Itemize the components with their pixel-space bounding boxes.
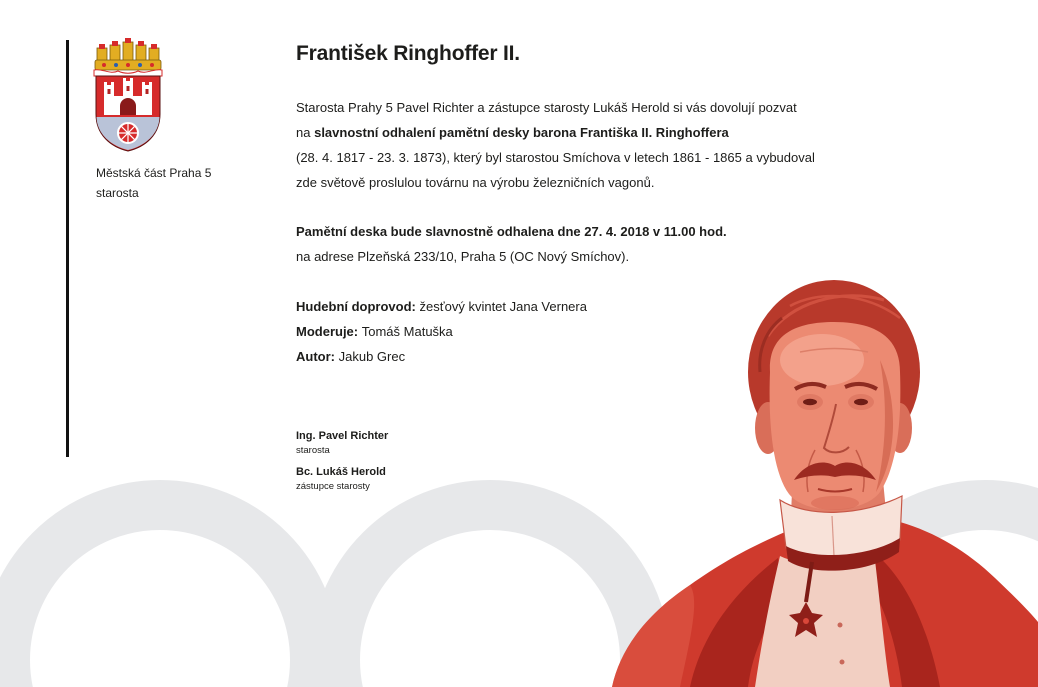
crown-icon <box>95 38 161 70</box>
left-vertical-rule <box>66 40 69 457</box>
background-wave-arc <box>335 505 645 687</box>
event-details <box>296 219 727 269</box>
portrait-button <box>840 660 845 665</box>
signature-name: Bc. Lukáš Herold <box>296 466 386 478</box>
portrait-medal-center <box>803 618 809 624</box>
unveiling-highlight: slavnostní odhalení pamětní desky barona Františka II. Ringhoffera <box>314 125 729 140</box>
portrait-chin-shadow <box>811 496 859 510</box>
portrait-button <box>838 623 843 628</box>
credit-label: Hudební doprovod: <box>296 299 416 314</box>
castle-icon <box>104 78 152 115</box>
coat-of-arms-icon <box>90 38 166 154</box>
credit-row <box>296 294 587 319</box>
invitation-line-prefix: na <box>296 125 311 140</box>
invitation-line: (28. 4. 1817 - 23. 3. 1873), který byl starostou Smíchova v letech 1861 - 1865 a vybudoval <box>296 150 815 165</box>
credit-label: Autor: <box>296 349 335 364</box>
wheel-icon <box>118 123 138 143</box>
credit-row <box>296 319 587 344</box>
invitation-line: zde světově proslulou továrnu na výrobu železničních vagonů. <box>296 175 655 190</box>
portrait-eye-left <box>803 399 817 405</box>
portrait-eye-right <box>854 399 868 405</box>
organization-role: starosta <box>96 186 139 200</box>
credit-value: Jakub Grec <box>338 349 406 364</box>
event-address-line: na adrese Plzeňská 233/10, Praha 5 (OC Nový Smíchov). <box>296 249 630 264</box>
invitation-line: Starosta Prahy 5 Pavel Richter a zástupce starosty Lukáš Herold si vás dovolují pozvat <box>296 100 797 115</box>
event-date-line: Pamětní deska bude slavnostně odhalena dne 27. 4. 2018 v 11.00 hod. <box>296 224 727 239</box>
organization-name: Městská část Praha 5 <box>96 166 212 180</box>
invitation-paragraph <box>296 95 815 195</box>
credit-value: Tomáš Matuška <box>361 324 453 339</box>
signature-role: starosta <box>296 445 330 456</box>
background-wave-arc <box>5 505 315 687</box>
credit-value: žesťový kvintet Jana Vernera <box>419 299 587 314</box>
invitation-line <box>296 120 815 145</box>
signature-block <box>296 465 386 493</box>
portrait-face-highlight <box>780 334 864 386</box>
emblem-mantling <box>94 70 162 76</box>
signature-role: zástupce starosty <box>296 481 370 492</box>
sidebar-caption <box>96 163 211 203</box>
signature-name: Ing. Pavel Richter <box>296 430 389 442</box>
credit-row <box>296 344 587 369</box>
credits-list <box>296 294 587 369</box>
credit-label: Moderuje: <box>296 324 359 339</box>
signature-block <box>296 429 388 457</box>
page-title: František Ringhoffer II. <box>296 42 520 65</box>
